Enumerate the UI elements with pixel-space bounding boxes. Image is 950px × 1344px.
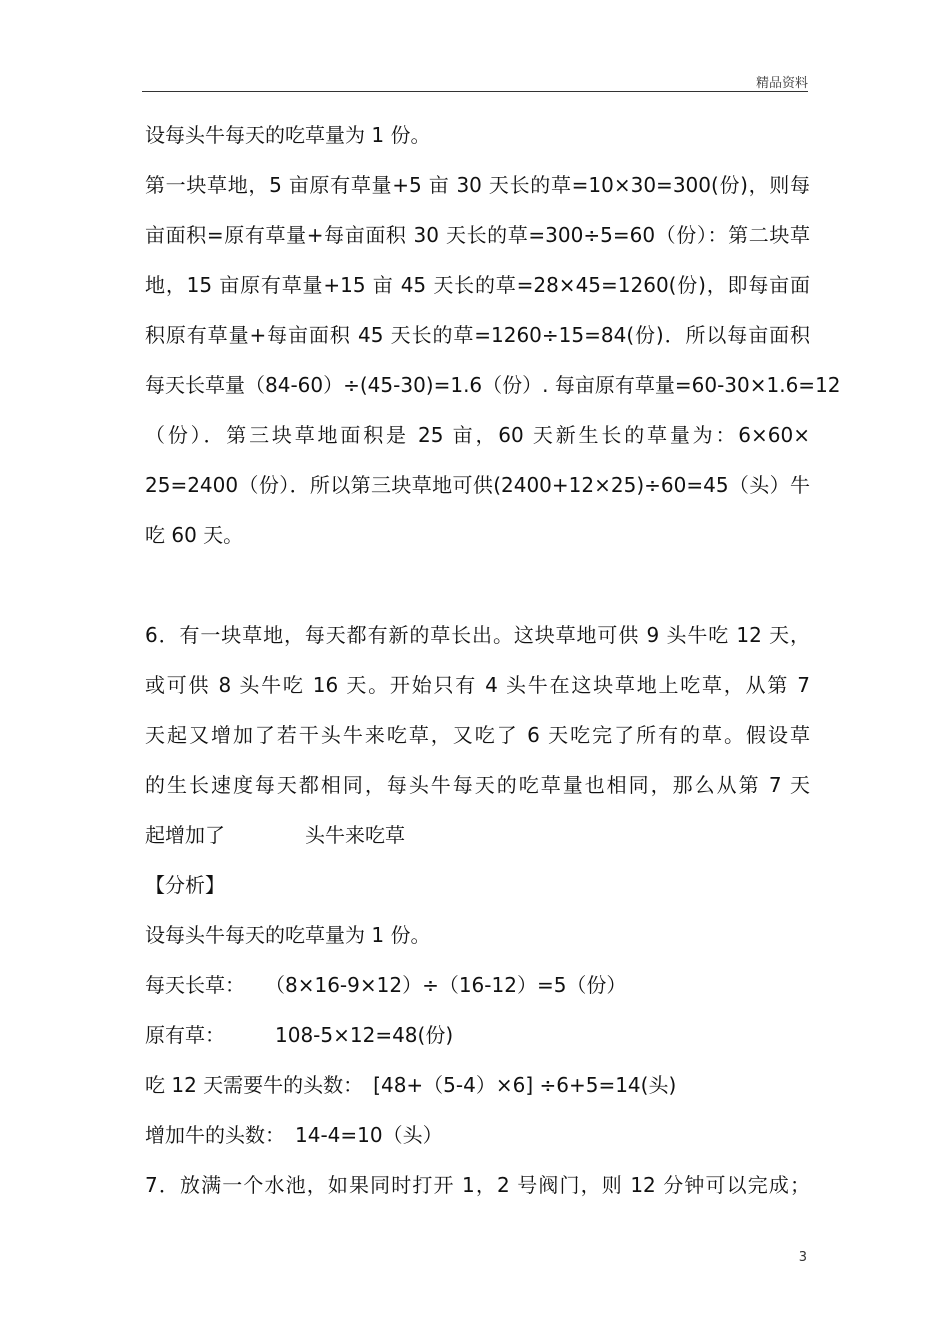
text-line: 积原有草量+每亩面积 45 天长的草=1260÷15=84(份)．所以每亩面积 [145, 323, 810, 347]
header-rule [142, 91, 808, 92]
question-6-line: 或可供 8 头牛吃 16 天。开始只有 4 头牛在这块草地上吃草，从第 7 [145, 673, 810, 697]
text-line: 亩面积=原有草量+每亩面积 30 天长的草=300÷5=60（份）：第二块草 [145, 223, 810, 247]
text-line: 第一块草地，5 亩原有草量+5 亩 30 天长的草=10×30=300(份)，则每 [145, 173, 810, 197]
text-line: 吃 60 天。 [145, 523, 244, 547]
analysis-line: 每天长草： （8×16-9×12）÷（16-12）=5（份） [145, 973, 627, 997]
text-line: 每天长草量（84-60）÷(45-30)=1.6（份）. 每亩原有草量=60-30×1.6=12 [145, 373, 841, 397]
text-line: 25=2400（份）．所以第三块草地可供(2400+12×25)÷60=45（头）牛 [145, 473, 810, 497]
analysis-heading: 【分析】 [145, 873, 225, 897]
page-number: 3 [798, 1250, 807, 1265]
analysis-line: 原有草： 108-5×12=48(份) [145, 1023, 454, 1047]
question-6-line: 起增加了 头牛来吃草 [145, 823, 405, 847]
question-7-line: 7．放满一个水池，如果同时打开 1，2 号阀门，则 12 分钟可以完成； [145, 1173, 810, 1197]
analysis-line: 吃 12 天需要牛的头数： [48+（5-4）×6] ÷6+5=14(头) [145, 1073, 677, 1097]
text-line: （份）．第三块草地面积是 25 亩，60 天新生长的草量为：6×60× [145, 423, 810, 447]
text-line: 地，15 亩原有草量+15 亩 45 天长的草=28×45=1260(份)，即每亩面 [145, 273, 810, 297]
text-line: 设每头牛每天的吃草量为 1 份。 [145, 123, 431, 147]
question-6-line: 天起又增加了若干头牛来吃草，又吃了 6 天吃完了所有的草。假设草 [145, 723, 810, 747]
analysis-line: 设每头牛每天的吃草量为 1 份。 [145, 923, 431, 947]
analysis-line: 增加牛的头数： 14-4=10（头） [145, 1123, 443, 1147]
question-6-line: 6．有一块草地，每天都有新的草长出。这块草地可供 9 头牛吃 12 天， [145, 623, 810, 647]
header-label: 精品资料 [755, 76, 808, 91]
question-6-line: 的生长速度每天都相同，每头牛每天的吃草量也相同，那么从第 7 天 [145, 773, 810, 797]
